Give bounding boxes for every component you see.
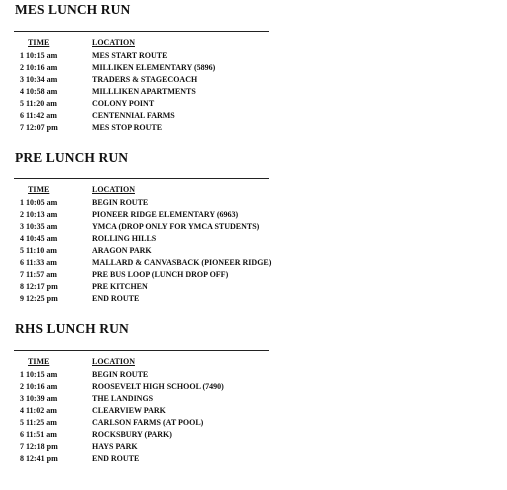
stop-location: TRADERS & STAGECOACH	[92, 75, 198, 84]
location-header: LOCATION	[92, 38, 135, 47]
location-header: LOCATION	[92, 185, 135, 194]
stop-location: COLONY POINT	[92, 99, 155, 108]
stop-time: 8 12:41 pm	[20, 454, 58, 463]
stop-location: ROCKSBURY (PARK)	[92, 430, 172, 439]
stop-location: MALLARD & CANVASBACK (PIONEER RIDGE)	[92, 258, 272, 267]
stop-location: ROOSEVELT HIGH SCHOOL (7490)	[92, 382, 224, 391]
stop-time: 3 10:39 am	[20, 394, 58, 403]
stop-location: MES STOP ROUTE	[92, 123, 163, 132]
title-rule	[14, 350, 269, 351]
title-rule	[14, 178, 269, 179]
stop-time: 6 11:42 am	[20, 111, 57, 120]
stop-location: MILLLIKEN APARTMENTS	[92, 87, 196, 96]
stop-time: 7 11:57 am	[20, 270, 57, 279]
time-header: TIME	[28, 357, 50, 366]
stop-location: YMCA (DROP ONLY FOR YMCA STUDENTS)	[92, 222, 260, 231]
stop-time: 5 11:20 am	[20, 99, 57, 108]
stop-location: MES START ROUTE	[92, 51, 168, 60]
stop-location: THE LANDINGS	[92, 394, 154, 403]
stop-time: 8 12:17 pm	[20, 282, 58, 291]
stop-time: 1 10:15 am	[20, 51, 58, 60]
time-header: TIME	[28, 38, 50, 47]
section-title: RHS LUNCH RUN	[15, 321, 129, 336]
location-header: LOCATION	[92, 357, 135, 366]
stop-location: BEGIN ROUTE	[92, 198, 149, 207]
stop-time: 2 10:16 am	[20, 63, 58, 72]
stop-time: 3 10:35 am	[20, 222, 58, 231]
stop-location: PRE KITCHEN	[92, 282, 148, 291]
stop-location: MILLIKEN ELEMENTARY (5896)	[92, 63, 216, 72]
section-title: MES LUNCH RUN	[15, 2, 131, 17]
stop-location: PRE BUS LOOP (LUNCH DROP OFF)	[92, 270, 229, 279]
stop-location: HAYS PARK	[92, 442, 138, 451]
stop-location: ARAGON PARK	[92, 246, 152, 255]
stop-time: 4 11:02 am	[20, 406, 57, 415]
stop-location: CARLSON FARMS (AT POOL)	[92, 418, 204, 427]
stop-time: 7 12:18 pm	[20, 442, 58, 451]
stop-location: CLEARVIEW PARK	[92, 406, 166, 415]
stop-location: END ROUTE	[92, 454, 140, 463]
stop-time: 7 12:07 pm	[20, 123, 58, 132]
stop-time: 1 10:05 am	[20, 198, 58, 207]
stop-time: 4 10:58 am	[20, 87, 58, 96]
stop-time: 9 12:25 pm	[20, 294, 58, 303]
stop-time: 2 10:16 am	[20, 382, 58, 391]
stop-time: 1 10:15 am	[20, 370, 58, 379]
stop-location: BEGIN ROUTE	[92, 370, 149, 379]
time-header: TIME	[28, 185, 50, 194]
stop-time: 5 11:10 am	[20, 246, 57, 255]
stop-location: END ROUTE	[92, 294, 140, 303]
title-rule	[14, 31, 269, 32]
stop-time: 5 11:25 am	[20, 418, 57, 427]
stop-location: PIONEER RIDGE ELEMENTARY (6963)	[92, 210, 239, 219]
stop-time: 6 11:33 am	[20, 258, 57, 267]
stop-time: 6 11:51 am	[20, 430, 57, 439]
stop-location: CENTENNIAL FARMS	[92, 111, 175, 120]
stop-time: 4 10:45 am	[20, 234, 58, 243]
stop-location: ROLLING HILLS	[92, 234, 157, 243]
section-title: PRE LUNCH RUN	[15, 150, 129, 165]
stop-time: 2 10:13 am	[20, 210, 58, 219]
stop-time: 3 10:34 am	[20, 75, 58, 84]
